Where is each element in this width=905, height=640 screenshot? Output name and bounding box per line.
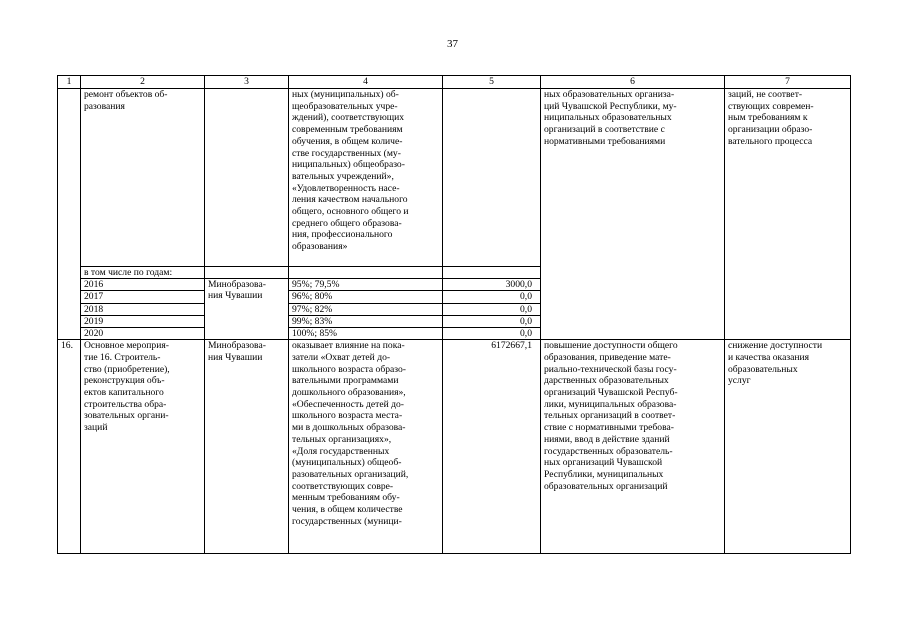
column-number: 2 xyxy=(81,76,205,89)
amount-cell: 0,0 xyxy=(443,291,541,303)
indicator-cell: 96%; 80% xyxy=(289,291,443,303)
cell-consequence: снижение доступности и качества оказания образовательных услуг xyxy=(725,340,851,554)
column-number: 6 xyxy=(541,76,725,89)
cell-responsible-empty xyxy=(205,267,289,279)
page-number: 37 xyxy=(447,38,458,50)
year-cell: 2018 xyxy=(81,303,205,315)
amount-cell: 0,0 xyxy=(443,303,541,315)
amount-cell: 0,0 xyxy=(443,315,541,327)
column-number: 1 xyxy=(58,76,81,89)
column-number: 5 xyxy=(443,76,541,89)
indicator-cell: 99%; 83% xyxy=(289,315,443,327)
year-cell: 2016 xyxy=(81,279,205,291)
program-table xyxy=(57,75,851,554)
cell-number xyxy=(58,89,81,340)
indicator-cell: 95%; 79,5% xyxy=(289,279,443,291)
table-row-16 xyxy=(58,340,851,554)
cell-consequence: заций, не соответ- ствующих современ- ным требованиям к организации образо- вательного процесса xyxy=(725,89,851,340)
year-cell: 2017 xyxy=(81,291,205,303)
indicator-cell: 100%; 85% xyxy=(289,328,443,340)
cell-activity: Основное мероприя- тие 16. Строитель- ство (приобретение), реконструкция объ- ектов капитального строительства обра- зовательных органи- заций xyxy=(81,340,205,554)
cell-responsible xyxy=(205,89,289,267)
amount-cell: 0,0 xyxy=(443,328,541,340)
column-number: 3 xyxy=(205,76,289,89)
amount-cell: 3000,0 xyxy=(443,279,541,291)
year-cell: 2019 xyxy=(81,315,205,327)
cell-funding xyxy=(443,89,541,267)
row-number: 16. xyxy=(58,340,81,554)
cell-result: повышение доступности общего образования, приведение мате- риально-технической базы госу- дарственных образовательных организаций Чувашской Респуб- лики, муниципальных образова- тельных организаций в соответ- ствие с нормативными требова- ниями, ввод в действие зданий государственных образователь- ных организаций Чувашской Республики, муниципальных образовательных организаций xyxy=(541,340,725,554)
indicator-cell: 97%; 82% xyxy=(289,303,443,315)
column-number: 7 xyxy=(725,76,851,89)
column-number: 4 xyxy=(289,76,443,89)
cell-impact: ных (муниципальных) об- щеобразовательных учре- ждений), соответствующих современным требованиям обучения, в общем количе- стве государственных (му- ниципальных) общеобразо- вательных учреждений», «Удовлетворенность насе- ления качеством начального общего, основного общего и среднего общего образова- ния, профессионального образования» xyxy=(289,89,443,267)
cell-indicator-empty xyxy=(289,267,443,279)
table-row-continuation xyxy=(58,89,851,267)
cell-activity: ремонт объектов об- разования xyxy=(81,89,205,267)
years-label: в том числе по годам: xyxy=(81,267,205,279)
responsible-cell: Минобразова- ния Чувашии xyxy=(205,279,289,340)
cell-impact: оказывает влияние на пока- затели «Охват детей до- школьного возраста образо- вательными программами дошкольного образования», «Обеспеченность детей до- школьного возраста места- ми в дошкольных образова- тельных организациях», «Доля государственных (муниципальных) общеоб- разовательных организаций, соответствующих совре- менным требованиям обу- чения, в общем количестве государственных (муници- xyxy=(289,340,443,554)
year-cell: 2020 xyxy=(81,328,205,340)
cell-funding: 6172667,1 xyxy=(443,340,541,554)
cell-responsible: Минобразова- ния Чувашии xyxy=(205,340,289,554)
column-number-row xyxy=(58,76,851,89)
cell-amount-empty xyxy=(443,267,541,279)
cell-result: ных образовательных организа- ций Чувашской Республики, му- ниципальных образовательных организаций в соответствие с нормативными требованиями xyxy=(541,89,725,340)
